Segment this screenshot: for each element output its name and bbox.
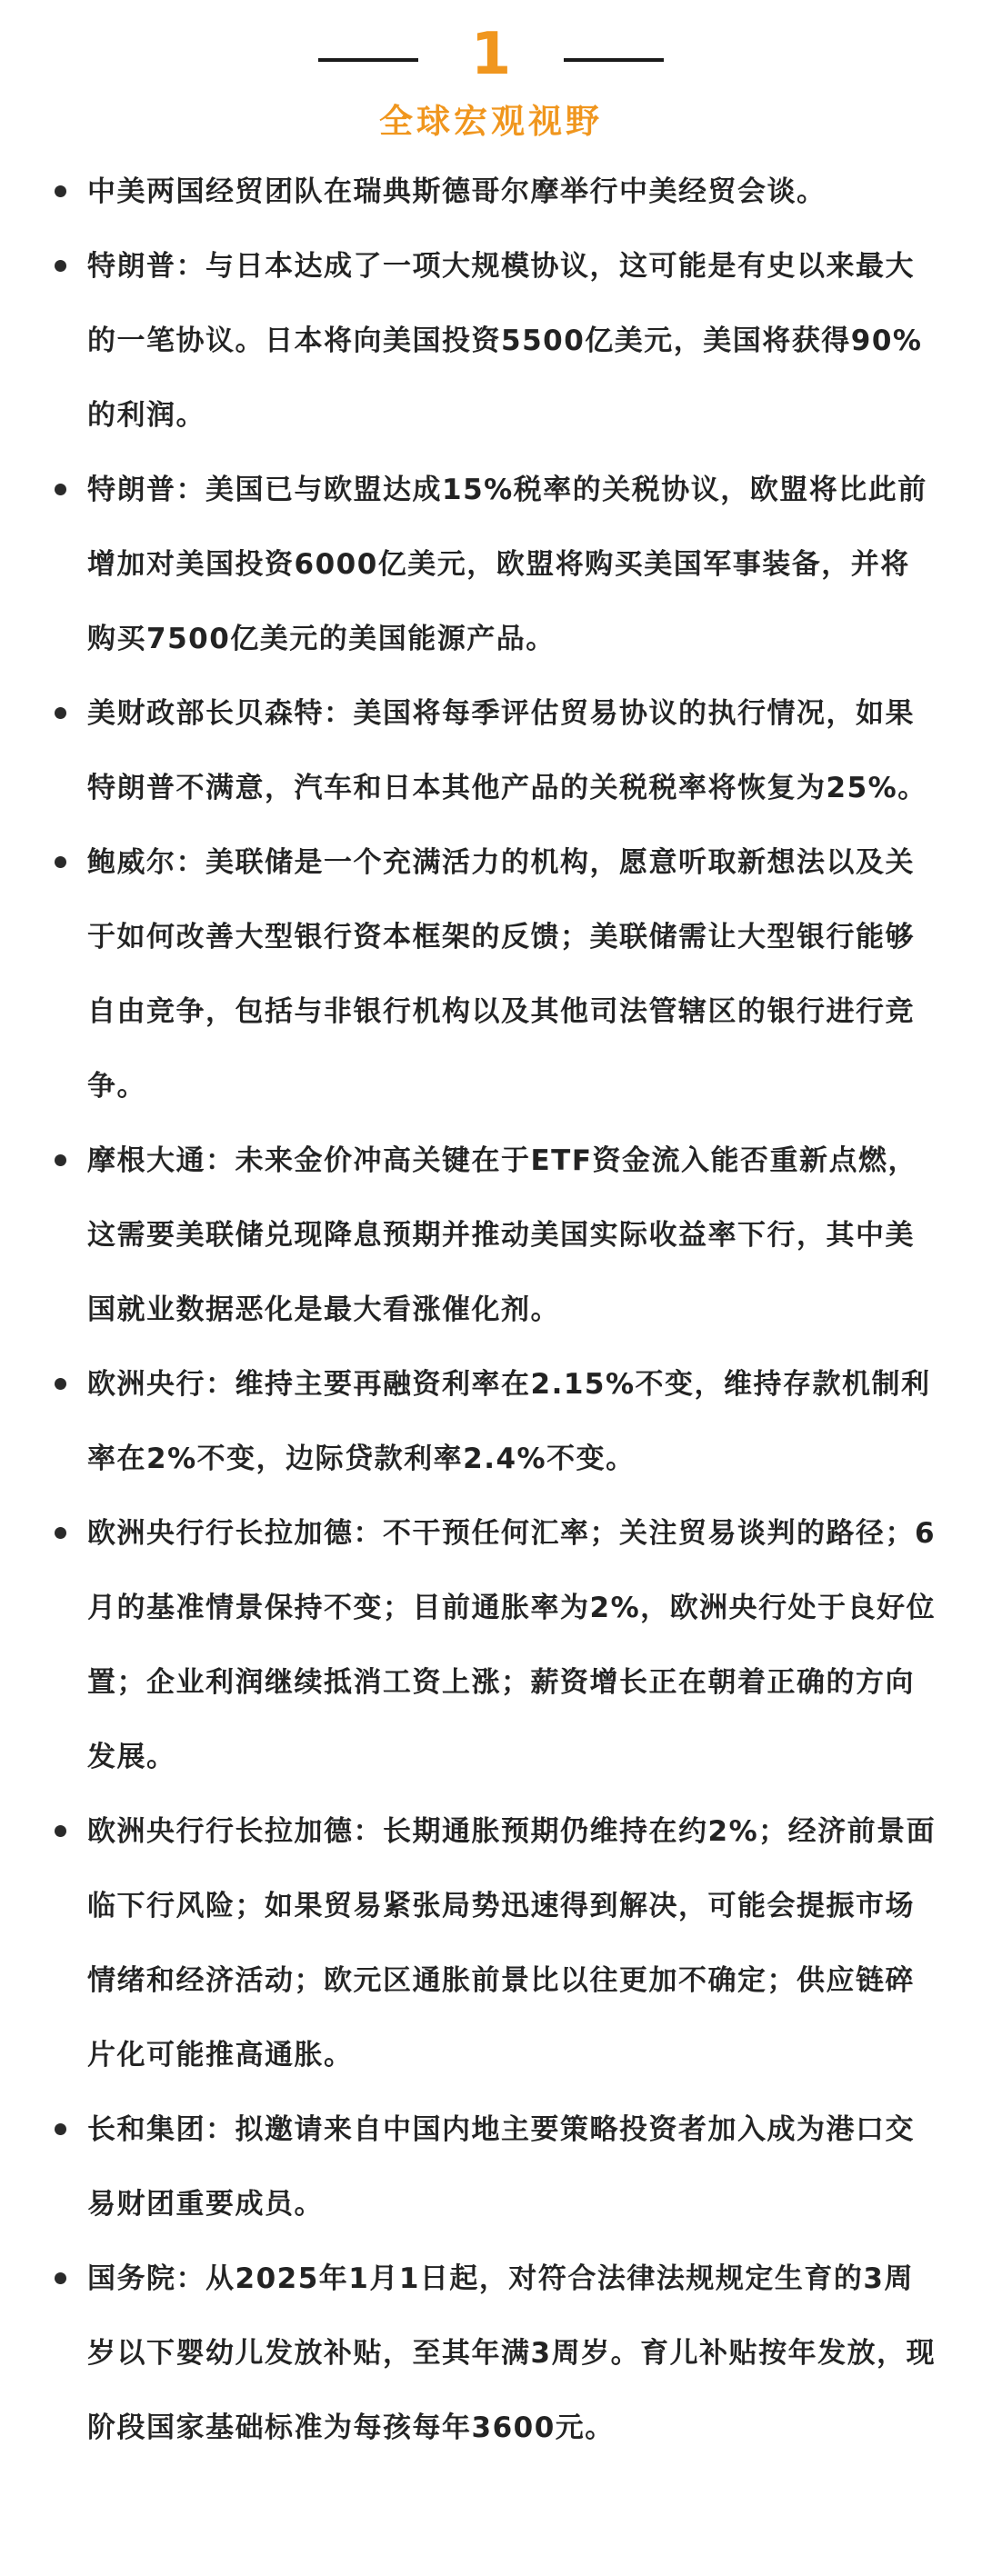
bullet-icon — [55, 484, 66, 495]
bullet-icon — [55, 1154, 66, 1166]
header-right-rule — [564, 58, 664, 62]
list-item — [0, 676, 982, 825]
bullet-icon — [55, 185, 66, 197]
list-item-text: 欧洲央行行长拉加德：长期通胀预期仍维持在约2%；经济前景面临下行风险；如果贸易紧张局势迅速得到解决，可能会提振市场情绪和经济活动；欧元区通胀前景比以往更加不确定；供应链碎片化可能推高通胀。 — [87, 1815, 937, 2072]
list-item-text: 中美两国经贸团队在瑞典斯德哥尔摩举行中美经贸会谈。 — [87, 175, 827, 208]
news-list — [0, 155, 982, 2465]
section-title: 全球宏观视野 — [379, 102, 603, 141]
list-item-text: 国务院：从2025年1月1日起，对符合法律法规规定生育的3周岁以下婴幼儿发放补贴，至其年满3周岁。育儿补贴按年发放，现阶段国家基础标准为每孩每年3600元。 — [87, 2262, 937, 2444]
list-item-text: 特朗普：美国已与欧盟达成15%税率的关税协议，欧盟将比此前增加对美国投资6000亿美元，欧盟将购买美国军事装备，并将购买7500亿美元的美国能源产品。 — [87, 474, 927, 655]
list-item-text: 欧洲央行行长拉加德：不干预任何汇率；关注贸易谈判的路径；6月的基准情景保持不变；目前通胀率为2%，欧洲央行处于良好位置；企业利润继续抵消工资上涨；薪资增长正在朝着正确的方向发展。 — [87, 1517, 937, 1773]
section-header — [0, 0, 982, 156]
list-item-text: 长和集团：拟邀请来自中国内地主要策略投资者加入成为港口交易财团重要成员。 — [87, 2113, 915, 2221]
bullet-icon — [55, 1527, 66, 1539]
bullet-icon — [55, 707, 66, 719]
list-item — [0, 155, 982, 229]
list-item — [0, 825, 982, 1123]
list-item — [0, 229, 982, 453]
list-item — [0, 1496, 982, 1794]
section-number: 1 — [470, 21, 512, 88]
list-item-text: 特朗普：与日本达成了一项大规模协议，这可能是有史以来最大的一笔协议。日本将向美国投资5500亿美元，美国将获得90%的利润。 — [87, 250, 923, 432]
bullet-icon — [55, 260, 66, 272]
list-item-text: 摩根大通：未来金价冲高关键在于ETF资金流入能否重新点燃，这需要美联储兑现降息预期并推动美国实际收益率下行，其中美国就业数据恶化是最大看涨催化剂。 — [87, 1144, 917, 1326]
list-item — [0, 1123, 982, 1347]
bullet-icon — [55, 856, 66, 868]
list-item-text: 欧洲央行：维持主要再融资利率在2.15%不变，维持存款机制利率在2%不变，边际贷款利率2.4%不变。 — [87, 1368, 931, 1475]
bullet-icon — [55, 2123, 66, 2135]
bullet-icon — [55, 1825, 66, 1837]
list-item — [0, 1794, 982, 2092]
list-item — [0, 453, 982, 676]
bullet-icon — [55, 2272, 66, 2284]
list-item — [0, 1347, 982, 1496]
list-item-text: 美财政部长贝森特：美国将每季评估贸易协议的执行情况，如果特朗普不满意，汽车和日本其他产品的关税税率将恢复为25%。 — [87, 697, 927, 804]
list-item — [0, 2242, 982, 2465]
list-item — [0, 2092, 982, 2242]
list-item-text: 鲍威尔：美联储是一个充满活力的机构，愿意听取新想法以及关于如何改善大型银行资本框架的反馈；美联储需让大型银行能够自由竞争，包括与非银行机构以及其他司法管辖区的银行进行竞争。 — [87, 846, 915, 1103]
bullet-icon — [55, 1378, 66, 1390]
